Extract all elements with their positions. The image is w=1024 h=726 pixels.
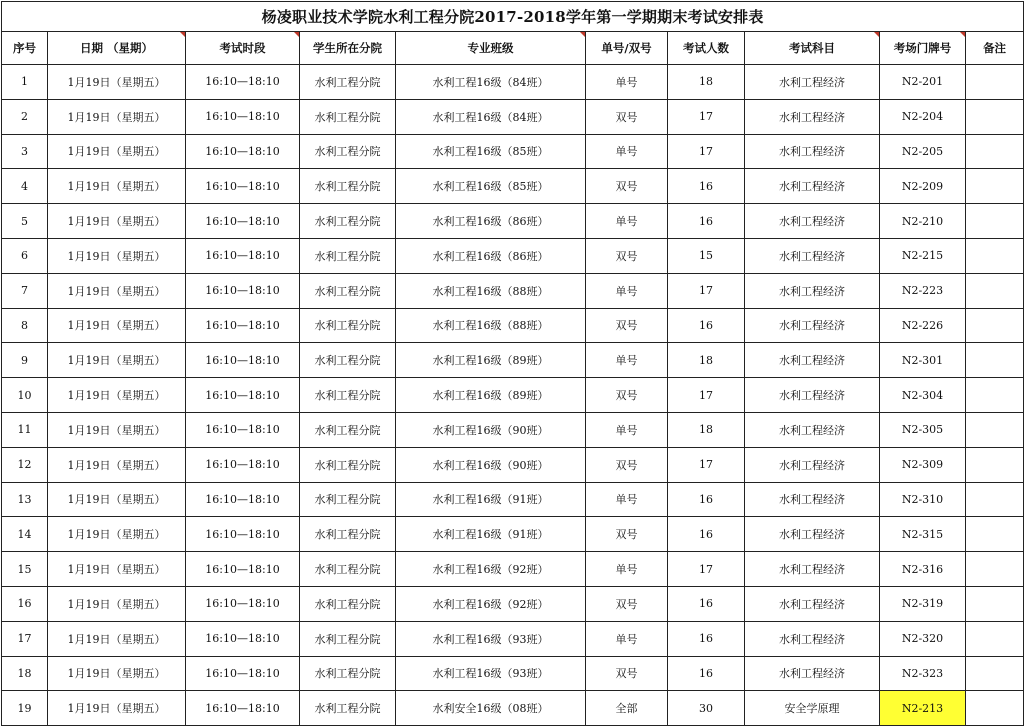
table-row xyxy=(2,273,1024,308)
cell-count[interactable]: 16 xyxy=(668,656,745,691)
cell-room[interactable]: N2-320 xyxy=(880,621,966,656)
cell-college[interactable]: 水利工程分院 xyxy=(300,552,396,587)
cell-parity[interactable]: 双号 xyxy=(586,586,668,621)
cell-college[interactable]: 水利工程分院 xyxy=(300,273,396,308)
cell-college[interactable]: 水利工程分院 xyxy=(300,656,396,691)
header-room-label: 考场门牌号 xyxy=(893,41,952,55)
cell-parity[interactable]: 双号 xyxy=(586,656,668,691)
cell-date[interactable]: 1月19日（星期五） xyxy=(48,691,186,726)
cell-seq[interactable]: 2 xyxy=(2,99,48,134)
cell-time[interactable]: 16:10—18:10 xyxy=(186,65,300,100)
cell-seq[interactable]: 16 xyxy=(2,586,48,621)
cell-count[interactable]: 16 xyxy=(668,586,745,621)
cell-class[interactable]: 水利工程16级（88班） xyxy=(396,273,586,308)
header-note-label: 备注 xyxy=(983,41,1007,55)
cell-parity[interactable]: 双号 xyxy=(586,447,668,482)
table-row xyxy=(2,308,1024,343)
cell-date[interactable]: 1月19日（星期五） xyxy=(48,308,186,343)
cell-count[interactable]: 18 xyxy=(668,412,745,447)
cell-time[interactable]: 16:10—18:10 xyxy=(186,586,300,621)
cell-count[interactable]: 17 xyxy=(668,378,745,413)
table-row xyxy=(2,99,1024,134)
cell-date[interactable]: 1月19日（星期五） xyxy=(48,482,186,517)
cell-seq[interactable]: 17 xyxy=(2,621,48,656)
cell-subject[interactable]: 水利工程经济 xyxy=(745,586,880,621)
header-college[interactable] xyxy=(300,32,396,65)
cell-subject[interactable]: 水利工程经济 xyxy=(745,656,880,691)
cell-time[interactable]: 16:10—18:10 xyxy=(186,378,300,413)
table-row xyxy=(2,134,1024,169)
cell-time[interactable]: 16:10—18:10 xyxy=(186,656,300,691)
cell-class[interactable]: 水利工程16级（93班） xyxy=(396,621,586,656)
cell-class[interactable]: 水利工程16级（84班） xyxy=(396,65,586,100)
header-count[interactable] xyxy=(668,32,745,65)
cell-college[interactable]: 水利工程分院 xyxy=(300,691,396,726)
cell-date[interactable]: 1月19日（星期五） xyxy=(48,134,186,169)
cell-time[interactable]: 16:10—18:10 xyxy=(186,691,300,726)
cell-parity[interactable]: 双号 xyxy=(586,378,668,413)
cell-room[interactable]: N2-323 xyxy=(880,656,966,691)
cell-note[interactable] xyxy=(966,586,1024,621)
table-row xyxy=(2,656,1024,691)
cell-college[interactable]: 水利工程分院 xyxy=(300,99,396,134)
cell-class[interactable]: 水利工程16级（85班） xyxy=(396,169,586,204)
cell-seq[interactable]: 6 xyxy=(2,238,48,273)
table-row xyxy=(2,378,1024,413)
cell-note[interactable] xyxy=(966,482,1024,517)
cell-seq[interactable]: 1 xyxy=(2,65,48,100)
comment-indicator-icon[interactable] xyxy=(874,32,879,37)
cell-college[interactable]: 水利工程分院 xyxy=(300,65,396,100)
cell-subject[interactable]: 水利工程经济 xyxy=(745,621,880,656)
cell-note[interactable] xyxy=(966,691,1024,726)
cell-seq[interactable]: 5 xyxy=(2,204,48,239)
cell-room[interactable]: N2-310 xyxy=(880,482,966,517)
cell-date[interactable]: 1月19日（星期五） xyxy=(48,447,186,482)
cell-note[interactable] xyxy=(966,517,1024,552)
cell-room[interactable]: N2-205 xyxy=(880,134,966,169)
cell-date[interactable]: 1月19日（星期五） xyxy=(48,273,186,308)
cell-parity[interactable]: 单号 xyxy=(586,134,668,169)
cell-note[interactable] xyxy=(966,656,1024,691)
cell-college[interactable]: 水利工程分院 xyxy=(300,482,396,517)
cell-note[interactable] xyxy=(966,343,1024,378)
cell-class[interactable]: 水利工程16级（89班） xyxy=(396,343,586,378)
cell-date[interactable]: 1月19日（星期五） xyxy=(48,552,186,587)
cell-note[interactable] xyxy=(966,238,1024,273)
comment-indicator-icon[interactable] xyxy=(180,32,185,37)
header-class-label: 专业班级 xyxy=(467,41,514,55)
cell-count[interactable]: 17 xyxy=(668,134,745,169)
table-row xyxy=(2,621,1024,656)
cell-seq[interactable]: 8 xyxy=(2,308,48,343)
table-row xyxy=(2,65,1024,100)
cell-seq[interactable]: 18 xyxy=(2,656,48,691)
cell-subject[interactable]: 水利工程经济 xyxy=(745,378,880,413)
table-row xyxy=(2,691,1024,726)
cell-time[interactable]: 16:10—18:10 xyxy=(186,204,300,239)
cell-college[interactable]: 水利工程分院 xyxy=(300,586,396,621)
cell-class[interactable]: 水利工程16级（84班） xyxy=(396,99,586,134)
header-room[interactable] xyxy=(880,32,966,65)
cell-class[interactable]: 水利工程16级（91班） xyxy=(396,482,586,517)
cell-subject[interactable]: 水利工程经济 xyxy=(745,343,880,378)
cell-date[interactable]: 1月19日（星期五） xyxy=(48,378,186,413)
cell-class[interactable]: 水利工程16级（92班） xyxy=(396,552,586,587)
cell-college[interactable]: 水利工程分院 xyxy=(300,134,396,169)
cell-college[interactable]: 水利工程分院 xyxy=(300,238,396,273)
header-parity-label: 单号/双号 xyxy=(601,41,652,55)
cell-class[interactable]: 水利工程16级（86班） xyxy=(396,238,586,273)
cell-class[interactable]: 水利工程16级（91班） xyxy=(396,517,586,552)
cell-seq[interactable]: 19 xyxy=(2,691,48,726)
cell-date[interactable]: 1月19日（星期五） xyxy=(48,169,186,204)
header-seq-label: 序号 xyxy=(13,41,36,55)
cell-parity[interactable]: 双号 xyxy=(586,99,668,134)
cell-subject[interactable]: 水利工程经济 xyxy=(745,482,880,517)
cell-note[interactable] xyxy=(966,412,1024,447)
cell-room[interactable]: N2-210 xyxy=(880,204,966,239)
cell-note[interactable] xyxy=(966,204,1024,239)
header-date[interactable] xyxy=(48,32,186,65)
cell-college[interactable]: 水利工程分院 xyxy=(300,517,396,552)
header-subject-label: 考试科目 xyxy=(789,41,835,55)
cell-college[interactable]: 水利工程分院 xyxy=(300,378,396,413)
cell-seq[interactable]: 7 xyxy=(2,273,48,308)
cell-count[interactable]: 30 xyxy=(668,691,745,726)
cell-note[interactable] xyxy=(966,273,1024,308)
cell-parity[interactable]: 全部 xyxy=(586,691,668,726)
header-college-label: 学生所在分院 xyxy=(313,41,382,55)
cell-time[interactable]: 16:10—18:10 xyxy=(186,308,300,343)
cell-note[interactable] xyxy=(966,308,1024,343)
cell-note[interactable] xyxy=(966,552,1024,587)
cell-parity[interactable]: 双号 xyxy=(586,238,668,273)
table-row xyxy=(2,482,1024,517)
header-note[interactable] xyxy=(966,32,1024,65)
table-row xyxy=(2,412,1024,447)
cell-parity[interactable]: 单号 xyxy=(586,273,668,308)
cell-subject[interactable]: 水利工程经济 xyxy=(745,517,880,552)
header-parity[interactable] xyxy=(586,32,668,65)
cell-room[interactable]: N2-305 xyxy=(880,412,966,447)
cell-room[interactable]: N2-209 xyxy=(880,169,966,204)
cell-count[interactable]: 17 xyxy=(668,273,745,308)
cell-subject[interactable]: 水利工程经济 xyxy=(745,99,880,134)
cell-college[interactable]: 水利工程分院 xyxy=(300,204,396,239)
cell-time[interactable]: 16:10—18:10 xyxy=(186,482,300,517)
cell-time[interactable]: 16:10—18:10 xyxy=(186,621,300,656)
cell-note[interactable] xyxy=(966,447,1024,482)
cell-class[interactable]: 水利工程16级（90班） xyxy=(396,412,586,447)
cell-date[interactable]: 1月19日（星期五） xyxy=(48,517,186,552)
cell-parity[interactable]: 单号 xyxy=(586,552,668,587)
cell-room-highlighted[interactable]: N2-213 xyxy=(880,691,966,726)
cell-date[interactable]: 1月19日（星期五） xyxy=(48,586,186,621)
cell-subject[interactable]: 水利工程经济 xyxy=(745,238,880,273)
cell-subject[interactable]: 水利工程经济 xyxy=(745,134,880,169)
cell-college[interactable]: 水利工程分院 xyxy=(300,169,396,204)
cell-date[interactable]: 1月19日（星期五） xyxy=(48,656,186,691)
cell-seq[interactable]: 12 xyxy=(2,447,48,482)
cell-parity[interactable]: 单号 xyxy=(586,412,668,447)
cell-time[interactable]: 16:10—18:10 xyxy=(186,99,300,134)
header-time[interactable] xyxy=(186,32,300,65)
header-class[interactable] xyxy=(396,32,586,65)
cell-date[interactable]: 1月19日（星期五） xyxy=(48,621,186,656)
cell-room[interactable]: N2-309 xyxy=(880,447,966,482)
cell-seq[interactable]: 9 xyxy=(2,343,48,378)
exam-schedule-table xyxy=(1,1,1024,726)
cell-seq[interactable]: 4 xyxy=(2,169,48,204)
cell-count[interactable]: 18 xyxy=(668,65,745,100)
header-seq[interactable] xyxy=(2,32,48,65)
cell-college[interactable]: 水利工程分院 xyxy=(300,412,396,447)
cell-count[interactable]: 18 xyxy=(668,343,745,378)
cell-parity[interactable]: 双号 xyxy=(586,308,668,343)
cell-seq[interactable]: 15 xyxy=(2,552,48,587)
cell-note[interactable] xyxy=(966,134,1024,169)
cell-count[interactable]: 16 xyxy=(668,517,745,552)
cell-parity[interactable]: 单号 xyxy=(586,621,668,656)
table-row xyxy=(2,447,1024,482)
cell-subject[interactable]: 水利工程经济 xyxy=(745,169,880,204)
cell-note[interactable] xyxy=(966,99,1024,134)
cell-class[interactable]: 水利工程16级（93班） xyxy=(396,656,586,691)
cell-seq[interactable]: 11 xyxy=(2,412,48,447)
cell-parity[interactable]: 双号 xyxy=(586,517,668,552)
cell-time[interactable]: 16:10—18:10 xyxy=(186,552,300,587)
cell-count[interactable]: 16 xyxy=(668,204,745,239)
cell-note[interactable] xyxy=(966,621,1024,656)
comment-indicator-icon[interactable] xyxy=(960,32,965,37)
cell-note[interactable] xyxy=(966,378,1024,413)
table-row xyxy=(2,343,1024,378)
cell-room[interactable]: N2-215 xyxy=(880,238,966,273)
cell-seq[interactable]: 13 xyxy=(2,482,48,517)
cell-subject[interactable]: 水利工程经济 xyxy=(745,447,880,482)
cell-date[interactable]: 1月19日（星期五） xyxy=(48,65,186,100)
cell-class[interactable]: 水利工程16级（85班） xyxy=(396,134,586,169)
cell-count[interactable]: 16 xyxy=(668,169,745,204)
cell-time[interactable]: 16:10—18:10 xyxy=(186,238,300,273)
header-row xyxy=(2,32,1024,65)
cell-note[interactable] xyxy=(966,169,1024,204)
cell-room[interactable]: N2-316 xyxy=(880,552,966,587)
cell-count[interactable]: 15 xyxy=(668,238,745,273)
cell-room[interactable]: N2-319 xyxy=(880,586,966,621)
title-row xyxy=(2,2,1024,32)
sheet-title[interactable]: 杨凌职业技术学院水利工程分院2017-2018学年第一学期期末考试安排表 xyxy=(2,2,1024,32)
table-row xyxy=(2,204,1024,239)
cell-time[interactable]: 16:10—18:10 xyxy=(186,343,300,378)
cell-time[interactable]: 16:10—18:10 xyxy=(186,517,300,552)
cell-count[interactable]: 16 xyxy=(668,308,745,343)
comment-indicator-icon[interactable] xyxy=(580,32,585,37)
header-count-label: 考试人数 xyxy=(683,41,729,55)
table-row xyxy=(2,517,1024,552)
cell-college[interactable]: 水利工程分院 xyxy=(300,621,396,656)
cell-subject[interactable]: 水利工程经济 xyxy=(745,412,880,447)
cell-college[interactable]: 水利工程分院 xyxy=(300,308,396,343)
cell-seq[interactable]: 10 xyxy=(2,378,48,413)
cell-subject[interactable]: 水利工程经济 xyxy=(745,308,880,343)
cell-date[interactable]: 1月19日（星期五） xyxy=(48,343,186,378)
header-time-label: 考试时段 xyxy=(219,41,266,55)
cell-subject[interactable]: 安全学原理 xyxy=(745,691,880,726)
cell-count[interactable]: 16 xyxy=(668,482,745,517)
cell-date[interactable]: 1月19日（星期五） xyxy=(48,412,186,447)
cell-parity[interactable]: 单号 xyxy=(586,65,668,100)
cell-room[interactable]: N2-301 xyxy=(880,343,966,378)
cell-date[interactable]: 1月19日（星期五） xyxy=(48,238,186,273)
cell-room[interactable]: N2-226 xyxy=(880,308,966,343)
cell-seq[interactable]: 3 xyxy=(2,134,48,169)
cell-seq[interactable]: 14 xyxy=(2,517,48,552)
cell-college[interactable]: 水利工程分院 xyxy=(300,343,396,378)
cell-time[interactable]: 16:10—18:10 xyxy=(186,273,300,308)
cell-class[interactable]: 水利工程16级（89班） xyxy=(396,378,586,413)
cell-date[interactable]: 1月19日（星期五） xyxy=(48,204,186,239)
cell-parity[interactable]: 单号 xyxy=(586,204,668,239)
cell-subject[interactable]: 水利工程经济 xyxy=(745,65,880,100)
cell-class[interactable]: 水利工程16级（88班） xyxy=(396,308,586,343)
cell-room[interactable]: N2-223 xyxy=(880,273,966,308)
cell-note[interactable] xyxy=(966,65,1024,100)
cell-time[interactable]: 16:10—18:10 xyxy=(186,134,300,169)
cell-subject[interactable]: 水利工程经济 xyxy=(745,273,880,308)
cell-parity[interactable]: 单号 xyxy=(586,343,668,378)
cell-room[interactable]: N2-201 xyxy=(880,65,966,100)
table-row xyxy=(2,552,1024,587)
cell-class[interactable]: 水利工程16级（86班） xyxy=(396,204,586,239)
table-row xyxy=(2,586,1024,621)
cell-room[interactable]: N2-204 xyxy=(880,99,966,134)
cell-parity[interactable]: 单号 xyxy=(586,482,668,517)
cell-count[interactable]: 17 xyxy=(668,552,745,587)
cell-time[interactable]: 16:10—18:10 xyxy=(186,412,300,447)
header-date-label: 日期 （星期） xyxy=(79,41,153,55)
table-row xyxy=(2,238,1024,273)
cell-time[interactable]: 16:10—18:10 xyxy=(186,169,300,204)
cell-count[interactable]: 17 xyxy=(668,447,745,482)
cell-subject[interactable]: 水利工程经济 xyxy=(745,552,880,587)
comment-indicator-icon[interactable] xyxy=(294,32,299,37)
cell-class[interactable]: 水利工程16级（90班） xyxy=(396,447,586,482)
cell-time[interactable]: 16:10—18:10 xyxy=(186,447,300,482)
header-subject[interactable] xyxy=(745,32,880,65)
table-row xyxy=(2,169,1024,204)
cell-college[interactable]: 水利工程分院 xyxy=(300,447,396,482)
cell-room[interactable]: N2-315 xyxy=(880,517,966,552)
cell-subject[interactable]: 水利工程经济 xyxy=(745,204,880,239)
cell-count[interactable]: 17 xyxy=(668,99,745,134)
cell-class[interactable]: 水利工程16级（92班） xyxy=(396,586,586,621)
cell-count[interactable]: 16 xyxy=(668,621,745,656)
cell-class[interactable]: 水利安全16级（08班） xyxy=(396,691,586,726)
cell-date[interactable]: 1月19日（星期五） xyxy=(48,99,186,134)
cell-parity[interactable]: 双号 xyxy=(586,169,668,204)
cell-room[interactable]: N2-304 xyxy=(880,378,966,413)
